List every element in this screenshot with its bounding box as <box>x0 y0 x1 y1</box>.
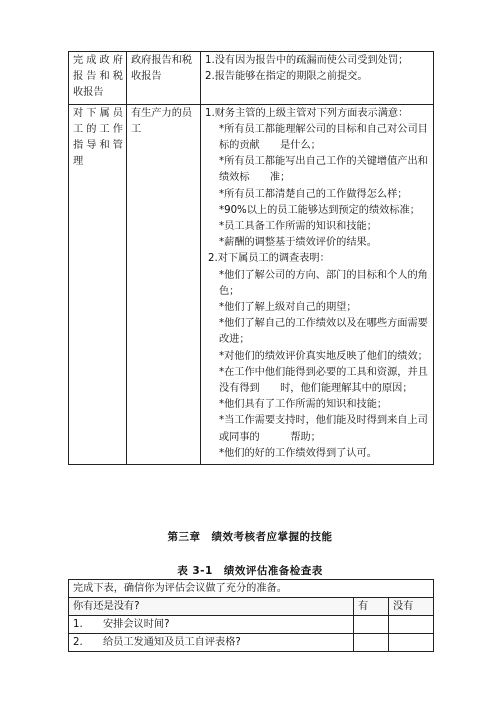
survey-point: *他们了解自己的工作绩效以及在哪些方面需要改进； <box>219 318 428 346</box>
survey-point: *他们具有了工作所需的知识和技能； <box>219 399 388 411</box>
criteria-cell <box>201 104 434 464</box>
checklist-question <box>69 634 354 652</box>
chapter-title: 第三章 绩效考核者应掌握的技能 <box>167 531 333 543</box>
survey-point: *他们了解公司的方向、部门的目标和个人的角色； <box>219 269 428 297</box>
table-caption: 表 3-1 绩效评估准备检查表 <box>177 565 323 577</box>
item-cell: 有生产力的员工 <box>127 104 201 464</box>
criteria-point: *员工具备工作所需的知识和技能； <box>219 221 377 233</box>
table-header-row <box>69 598 434 616</box>
item-text: 安排会议时间? <box>103 619 170 630</box>
performance-criteria-table <box>68 51 434 465</box>
no-cell[interactable] <box>389 616 434 634</box>
criteria-point: *所有员工都能理解公司的目标和自己对公司目标的贡献 是什么； <box>219 123 428 152</box>
checklist-instruction: 完成下表，确信你为评估会议做了充分的准备。 <box>69 580 434 598</box>
survey-point: *他们的好的工作绩效得到了认可。 <box>219 447 377 459</box>
criteria-point: *薪酬的调整基于绩效评价的结果。 <box>219 237 377 249</box>
item-number: 2. <box>73 637 83 648</box>
item-text: 给员工发通知及员工自评表格? <box>103 637 241 648</box>
table-row <box>69 52 434 105</box>
question-header: 你有还是没有? <box>69 598 354 616</box>
table-row <box>69 634 434 652</box>
yes-cell[interactable] <box>354 634 389 652</box>
yes-cell[interactable] <box>354 616 389 634</box>
survey-point: *在工作中他们能得到必要的工具和资源，并且没有得到 时，他们能理解其中的原因； <box>219 366 428 395</box>
table-row <box>69 580 434 598</box>
criteria-intro: 1.财务主管的上级主管对下列方面表示满意： <box>205 107 409 119</box>
criteria-point: *90%以上的员工能够达到预定的绩效标准； <box>219 204 420 216</box>
evaluation-checklist-table <box>68 579 434 652</box>
survey-point: *他们了解上级对自己的期望； <box>219 302 357 314</box>
item-number: 1. <box>73 619 83 630</box>
no-cell[interactable] <box>389 634 434 652</box>
category-cell: 对下属员工的工作指导和管理 <box>69 104 127 464</box>
criteria-cell <box>201 52 434 105</box>
survey-intro: 2.对下属员工的调查表明： <box>208 253 330 265</box>
no-header: 没有 <box>389 598 434 616</box>
criteria-line: 1.没有因为报告中的疏漏而使公司受到处罚； <box>205 55 409 66</box>
category-cell: 完成政府报告和税收报告 <box>69 52 127 105</box>
checklist-question <box>69 616 354 634</box>
criteria-point: *所有员工都能写出自己工作的关键增值产出和绩效标 准； <box>219 156 428 184</box>
survey-point: *当工作需要支持时，他们能及时得到来自上司或同事的 帮助； <box>219 415 428 443</box>
criteria-point: *所有员工都清楚自己的工作做得怎么样； <box>219 188 408 200</box>
criteria-line: 2.报告能够在指定的期限之前提交。 <box>205 71 368 83</box>
item-cell: 政府报告和税收报告 <box>127 52 201 105</box>
yes-header: 有 <box>354 598 389 616</box>
survey-point: *对他们的绩效评价真实地反映了他们的绩效； <box>219 350 428 362</box>
table-row <box>69 104 434 464</box>
table-row <box>69 616 434 634</box>
